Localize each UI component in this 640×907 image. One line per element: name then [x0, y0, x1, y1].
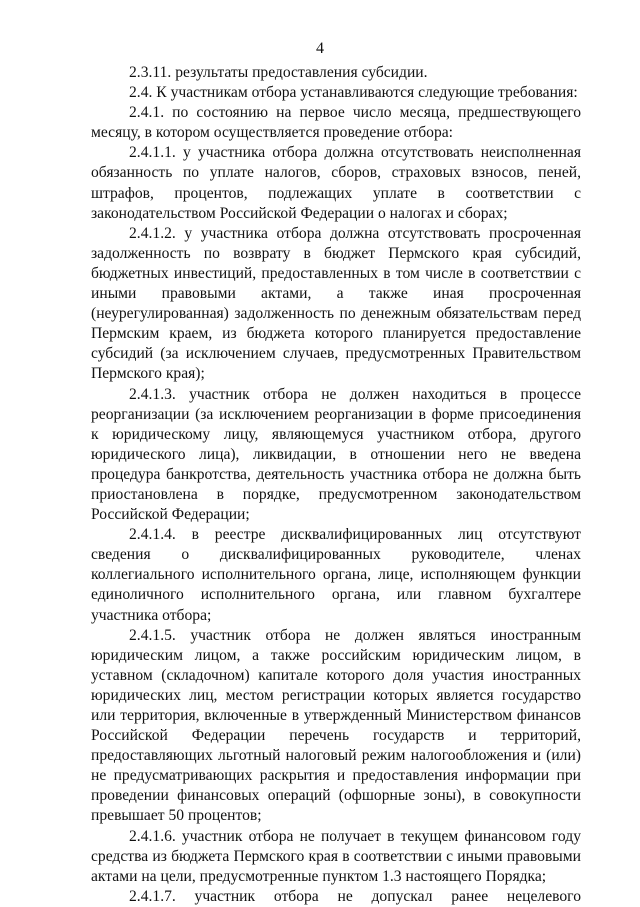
paragraph-2-4-1-2: 2.4.1.2. у участника отбора должна отсутствовать просроченная задолженность по возврату в бюджет Пермского края субсидий, бюджетных инвестиций, предоставленных в том числе в соответствии с иными правовыми актами, а также иная просроченная (неурегулированная) задолженность по денежным обязательствам перед Пермским краем, из бюджета которого планируется предоставление субсидий (за исключением случаев, предусмотренных Правительством Пермского края);	[91, 224, 581, 383]
paragraph-2-3-11: 2.3.11. результаты предоставления субсидии.	[129, 64, 428, 81]
paragraph-2-4-1-5: 2.4.1.5. участник отбора не должен являться иностранным юридическим лицом, а также российским юридическим лицом, в уставном (складочном) капитале которого доля участия иностранных юридических лиц, местом регистрации которых является государство или территория, включенные в утвержденный Министерством финансов Российской Федерации перечень государств и территорий, предоставляющих льготный налоговый режим налогообложения и (или) не предусматривающих раскрытия и предоставления информации при проведении финансовых операций (офшорные зоны), в совокупности превышает 50 процентов;	[91, 626, 581, 825]
paragraph-2-4-1-6: 2.4.1.6. участник отбора не получает в текущем финансовом году средства из бюджета Пермского края в соответствии с иными правовыми актами на цели, предусмотренные пунктом 1.3 настоящего Порядка;	[91, 827, 581, 885]
paragraph-2-4-1-1: 2.4.1.1. у участника отбора должна отсутствовать неисполненная обязанность по уплате налогов, сборов, страховых взносов, пеней, штрафов, процентов, подлежащих уплате в соответствии с законодательством Российской Федерации о налогах и сборах;	[91, 144, 581, 222]
page-number: 4	[316, 40, 324, 57]
paragraph-2-4-1-3: 2.4.1.3. участник отбора не должен находиться в процессе реорганизации (за исключением реорганизации в форме присоединения к юридическому лицу, являющемуся участником отбора, другого юридического лица), ликвидации, в отношении него не введена процедура банкротства, деятельность участника отбора не должна быть приостановлена в порядке, предусмотренном законодательством Российской Федерации;	[91, 385, 581, 524]
paragraph-2-4-1-7: 2.4.1.7. участник отбора не допускал ранее нецелевого	[129, 887, 581, 905]
paragraph-2-4-1-4: 2.4.1.4. в реестре дисквалифицированных лиц отсутствуют сведения о дисквалифицированных руководителе, членах коллегиального исполнительного органа, лице, исполняющем функции единоличного исполнительного органа, или главном бухгалтере участника отбора;	[91, 526, 581, 624]
document-body	[91, 63, 581, 907]
paragraph-2-4: 2.4. К участникам отбора устанавливаются следующие требования:	[129, 84, 578, 102]
paragraph-2-4-1: 2.4.1. по состоянию на первое число месяца, предшествующего месяцу, в котором осуществляется проведение отбора:	[91, 104, 581, 142]
